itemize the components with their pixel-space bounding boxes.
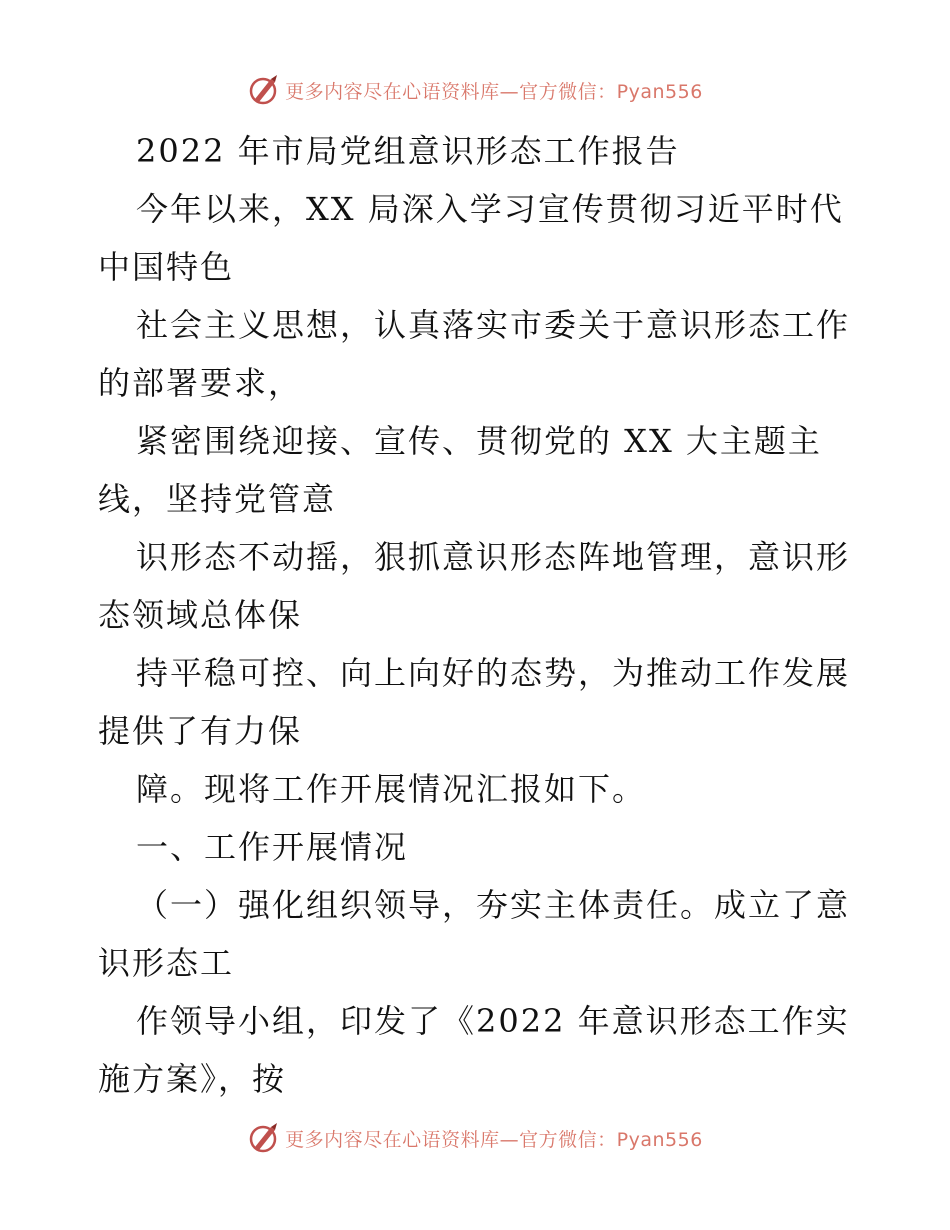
watermark-separator: — [499, 80, 520, 103]
document-line: 态领域总体保 [98, 596, 303, 634]
document-line: 一、工作开展情况 [136, 828, 409, 866]
header-watermark [0, 70, 950, 110]
document-line: （一）强化组织领导，夯实主体责任。成立了意 [136, 886, 851, 924]
document-line: 识形态不动摇，狠抓意识形态阵地管理，意识形 [136, 538, 851, 576]
document-line: 提供了有力保 [98, 712, 303, 750]
document-line: 的部署要求， [98, 364, 303, 402]
document-body [98, 122, 878, 1108]
watermark-separator: — [499, 1128, 520, 1151]
document-line: 持平稳可控、向上向好的态势，为推动工作发展 [136, 654, 851, 692]
document-line: 作领导小组，印发了《2022 年意识形态工作实 [136, 1002, 850, 1040]
document-line: 施方案》，按 [98, 1060, 287, 1098]
watermark-brand: 更多内容尽在心语资料库 [285, 80, 500, 103]
footer-watermark [0, 1118, 950, 1158]
document-line: 障。现将工作开展情况汇报如下。 [136, 770, 647, 808]
document-line: 社会主义思想，认真落实市委关于意识形态工作 [136, 306, 851, 344]
document-line: 2022 年市局党组意识形态工作报告 [136, 132, 680, 170]
watermark-text [285, 1125, 703, 1152]
watermark-text [285, 77, 703, 104]
quill-pen-circle-icon [247, 1121, 281, 1155]
document-line: 中国特色 [98, 248, 235, 286]
watermark-wechat: 官方微信：Pyan556 [519, 1128, 703, 1151]
watermark-wechat: 官方微信：Pyan556 [519, 80, 703, 103]
document-line: 紧密围绕迎接、宣传、贯彻党的 XX 大主题主 [136, 422, 822, 460]
document-line: 今年以来，XX 局深入学习宣传贯彻习近平时代 [136, 190, 844, 228]
document-line: 线，坚持党管意 [98, 480, 337, 518]
quill-pen-circle-icon [247, 73, 281, 107]
watermark-brand: 更多内容尽在心语资料库 [285, 1128, 500, 1151]
document-line: 识形态工 [98, 944, 235, 982]
